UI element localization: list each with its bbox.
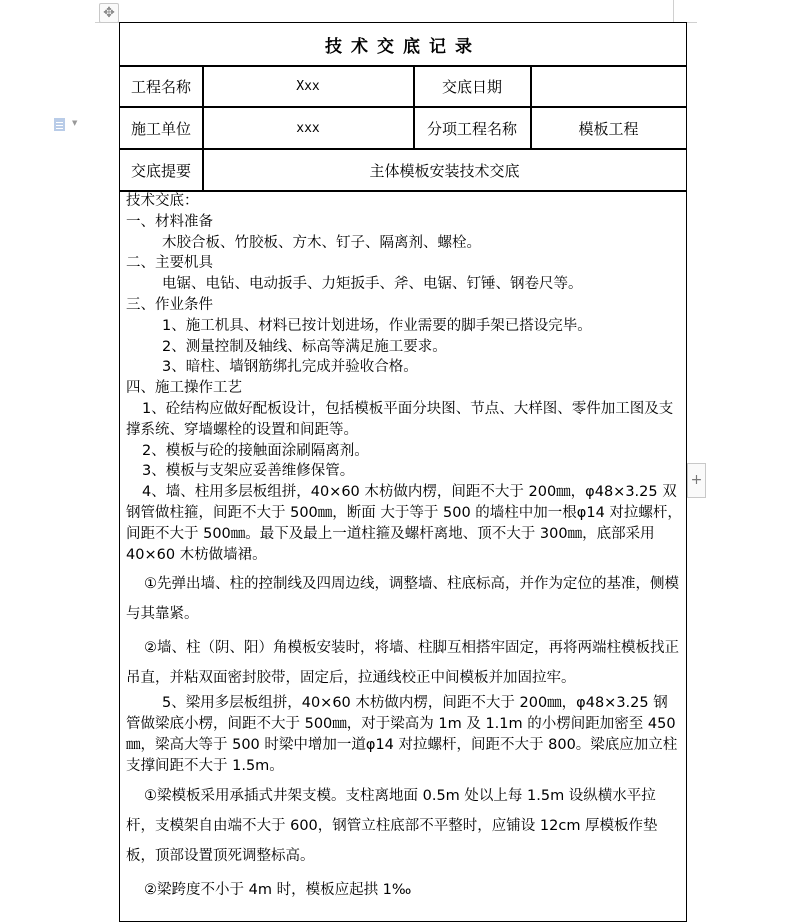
project-name-value[interactable]: Xxx bbox=[296, 79, 320, 94]
section-text: 木胶合板、竹胶板、方木、钉子、隔离剂、螺栓。 bbox=[162, 234, 481, 251]
list-item: 1、砼结构应做好配板设计，包括模板平面分块图、节点、大样图、零件加工图及支撑系统、穿墙螺栓的设置和间距等。 bbox=[126, 400, 674, 438]
section-heading: 四、施工操作工艺 bbox=[126, 380, 242, 397]
unit-label: 施工单位 bbox=[130, 119, 191, 138]
section-heading: 三、作业条件 bbox=[126, 296, 213, 313]
technical-disclosure-table bbox=[119, 22, 687, 922]
section-text: 电锯、电钻、电动扳手、力矩扳手、斧、电锯、钉锤、钢卷尺等。 bbox=[162, 276, 583, 293]
list-item: ①先弹出墙、柱的控制线及四周边线，调整墙、柱底标高，并作为定位的基准，侧模与其靠紧。 bbox=[126, 576, 679, 623]
list-item: 4、墙、柱用多层板组拼，40×60 木枋做内楞，间距不大于 200㎜，φ48×3.25 双钢管做柱箍，间距不大于 500㎜，断面 大于等于 500 的墙柱中加一根φ14 对拉螺杆，间距不大于 500㎜。最下及最上一道柱箍及螺杆离地、顶不大于 300㎜，底部采用 40×60 木枋做墙裙。 bbox=[126, 484, 682, 563]
unit-value[interactable]: xxx bbox=[296, 120, 320, 136]
subproject-label: 分项工程名称 bbox=[426, 119, 517, 138]
section-heading: 二、主要机具 bbox=[126, 255, 213, 272]
date-value[interactable] bbox=[531, 66, 686, 107]
body-heading: 技术交底： bbox=[126, 193, 199, 209]
list-item: 5、梁用多层板组拼，40×60 木枋做内楞，间距不大于 200㎜，φ48×3.25 钢管做梁底小楞，间距不大于 500㎜，对于梁高为 1m 及 1.1m 的小楞间距加密至 450㎜，梁高大等于 500 时梁中增加一道φ14 对拉螺杆，间距不大于 800。梁底应加立柱支撑间距不大于 1.5m。 bbox=[126, 695, 678, 774]
list-item: ①梁模板采用承插式井架支模。支柱离地面 0.5m 处以上每 1.5m 设纵横水平拉杆，支模架自由端不大于 600，钢管立柱底部不平整时，应铺设 12cm 厚模板作垫板，顶部设置顶死调整标高。 bbox=[126, 787, 658, 864]
project-name-label: 工程名称 bbox=[130, 78, 191, 96]
subproject-value[interactable]: 模板工程 bbox=[578, 119, 639, 138]
chevron-down-icon[interactable]: ▼ bbox=[72, 119, 78, 127]
date-label: 交底日期 bbox=[441, 78, 502, 96]
disclosure-body[interactable] bbox=[126, 191, 682, 905]
table-move-handle-icon[interactable]: ✥ bbox=[99, 3, 119, 23]
list-item: 2、测量控制及轴线、标高等满足施工要求。 bbox=[162, 338, 447, 355]
add-column-button[interactable]: + bbox=[687, 463, 706, 498]
table-title: 技术交底记录 bbox=[325, 37, 481, 57]
list-item: 2、模板与砼的接触面涂刷隔离剂。 bbox=[142, 442, 369, 459]
list-item: 3、暗柱、墙钢筋绑扎完成并验收合格。 bbox=[162, 359, 418, 376]
page-margin-guide bbox=[673, 0, 674, 22]
summary-value[interactable]: 主体模板安装技术交底 bbox=[369, 161, 520, 180]
list-item: 1、施工机具、材料已按计划进场，作业需要的脚手架已搭设完毕。 bbox=[162, 317, 592, 334]
list-item: ②梁跨度不小于 4m 时，模板应起拱 1‰ bbox=[144, 881, 412, 898]
paragraph-options-icon[interactable] bbox=[54, 118, 65, 131]
list-item: 3、模板与支架应妥善维修保管。 bbox=[142, 463, 355, 480]
list-item: ②墙、柱（阴、阳）角模板安装时，将墙、柱脚互相搭牢固定，再将两端柱模板找正吊直，并粘双面密封胶带，固定后，拉通线校正中间模板并加固拉牢。 bbox=[126, 640, 679, 687]
summary-label: 交底提要 bbox=[130, 161, 191, 180]
section-heading: 一、材料准备 bbox=[126, 213, 213, 230]
